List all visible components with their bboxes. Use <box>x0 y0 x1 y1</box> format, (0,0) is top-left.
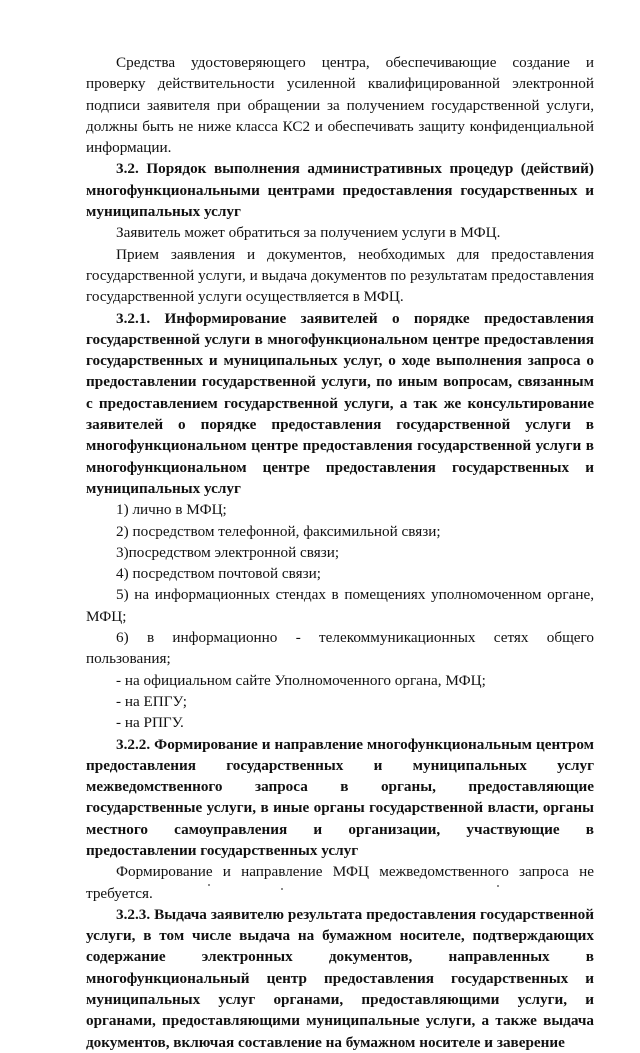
scan-speck <box>281 888 283 890</box>
list-item-4: 4) посредством почтовой связи; <box>116 565 321 583</box>
paragraph-reception: Прием заявления и документов, необходимых для предоставления государственной услуги, и выдача документов по результатам предоставления государственной услуги осуществляется в МФЦ. <box>86 245 594 306</box>
paragraph-intro: Средства удостоверяющего центра, обеспечивающие создание и проверку действительности усиленной квалифицированной электронной подписи заявителя при обращении за получением государственной услуги, должны быть не ниже класса КС2 и обеспечивать защиту конфиденциальной информации. <box>86 54 594 157</box>
scan-speck <box>208 884 210 886</box>
list-item-3: 3)посредством электронной связи; <box>116 543 340 561</box>
section-heading-3-2: 3.2. Порядок выполнения административных процедур (действий) многофункциональными центрами предоставления государственных и муниципальных услуг <box>86 160 594 221</box>
section-heading-3-2-2: 3.2.2. Формирование и направление многофункциональным центром предоставления государственных и муниципальных услуг межведомственного запроса в органы, предоставляющие государственные услуги, в иные органы государственной власти, органы местного самоуправления и организации, участвующие в предоставлении государственных услуг <box>86 735 594 859</box>
paragraph-applicant-mfc: Заявитель может обратиться за получением услуги в МФЦ. <box>116 224 501 242</box>
list-subitem-epgu: - на ЕПГУ; <box>116 692 187 710</box>
list-subitem-rpgu: - на РПГУ. <box>116 714 184 732</box>
paragraph-interagency-request: Формирование и направление МФЦ межведомственного запроса не требуется. <box>86 863 594 902</box>
document-page <box>86 52 594 1053</box>
list-item-2: 2) посредством телефонной, факсимильной связи; <box>116 522 441 540</box>
section-heading-3-2-3: 3.2.3. Выдача заявителю результата предоставления государственной услуги, в том числе выдача на бумажном носителе, подтверждающих содержание электронных документов, направленных в многофункциональный центр предоставления государственных и муниципальных услуг органами, предоставляющими услуги, и органами, предоставляющими муниципальные услуги, а также выдача документов, включая составление на бумажном носителе и заверение <box>86 905 594 1051</box>
list-subitem-official-site: - на официальном сайте Уполномоченного органа, МФЦ; <box>116 671 486 689</box>
scan-speck <box>497 885 499 887</box>
list-item-5: 5) на информационных стендах в помещениях уполномоченном органе, МФЦ; <box>86 586 594 625</box>
list-item-6: 6) в информационно - телекоммуникационных сетях общего пользования; <box>86 629 594 668</box>
section-heading-3-2-1: 3.2.1. Информирование заявителей о порядке предоставления государственной услуги в многофункциональном центре предоставления государственных и муниципальных услуг, о ходе выполнения запроса о предоставлении государственной услуги, по иным вопросам, связанным с предоставлением государственной услуги, а так же консультирование заявителей о порядке предоставления государственной услуги в многофункциональном центре предоставления государственной услуги в многофункциональном центре предоставления государственных и муниципальных услуг <box>86 309 594 497</box>
list-item-1: 1) лично в МФЦ; <box>116 501 227 519</box>
